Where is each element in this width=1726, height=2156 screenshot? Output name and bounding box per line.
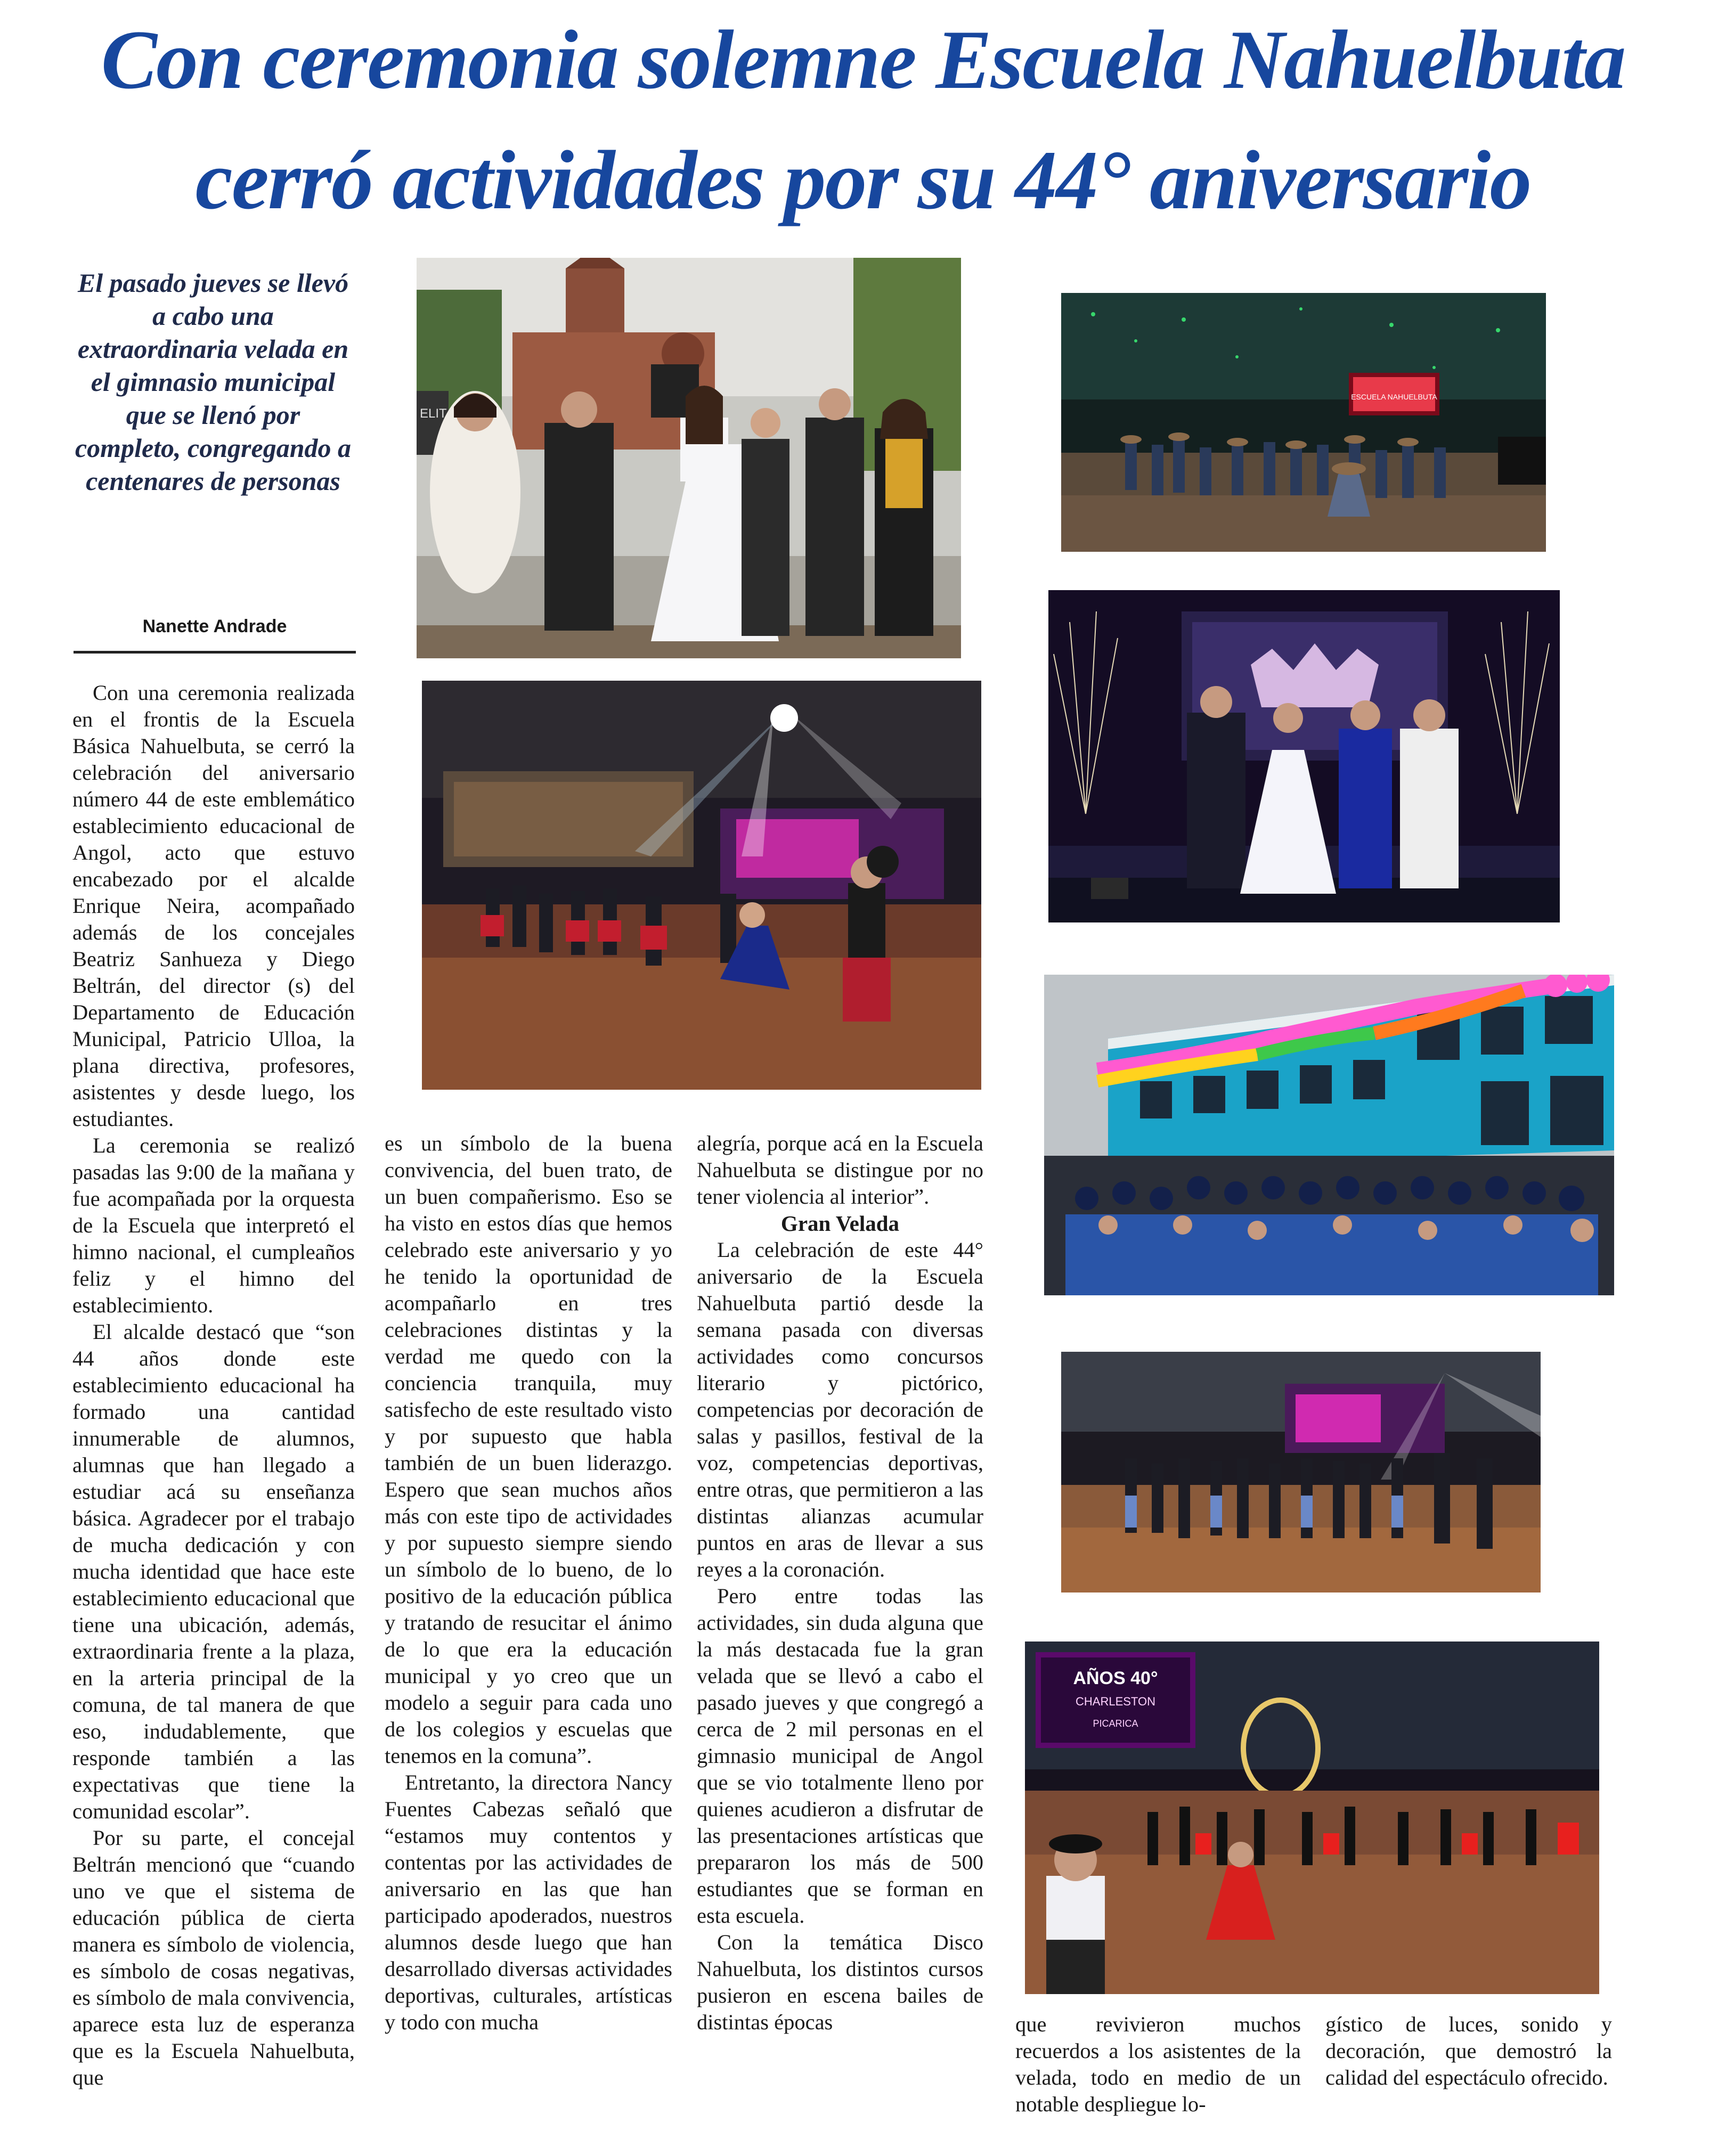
screen-subtitle: CHARLESTON	[1076, 1695, 1155, 1708]
screen-caption: PICARICA	[1093, 1718, 1138, 1729]
paragraph: La ceremonia se realizó pasadas las 9:00 de la mañana y fue acompañada por la orquesta de la Escuela que interpretó el himno nacional, el cumpleaños feliz y el himno del establecimiento.	[72, 1133, 355, 1317]
paragraph: El alcalde destacó que “son 44 años donde este establecimiento educacional ha formado una cantidad innumerable de alumnos, alumnas que han llegado a estudiar acá su enseñanza básica. Agradecer por el trabajo de mucha dedicación y con mucha identidad que hace este establecimiento educacional que tiene una ubicación, además, extraordinaria frente a la plaza, en la arteria principal de la comuna, de tal manera de que eso, indudablemente, que responde también a las expectativas que tiene la comunidad escolar”.	[72, 1320, 355, 1823]
headline-line-2: cerró actividades por su 44° aniversario	[195, 134, 1531, 227]
photo-outdoor-group	[417, 258, 961, 658]
lead-summary: El pasado jueves se llevó a cabo una extraordinaria velada en el gimnasio municipal que se llenó por completo, congregando a centenares de personas	[75, 268, 352, 496]
article-column-3	[697, 1130, 983, 2036]
banner-text: ESCUELA NAHUELBUTA	[1351, 393, 1437, 401]
paragraph: que revivieron muchos recuerdos a los asistentes de la velada, todo en medio de un notable despliegue lo-	[1015, 2012, 1301, 2116]
paragraph: Pero entre todas las actividades, sin duda alguna que la más destacada fue la gran velada que se llevó a cabo el pasado jueves y que congregó a cerca de 2 mil personas en el gimnasio municipal de Angol que se vio totalmente lleno por quienes acudieron a disfrutar de las presentaciones artísticas que prepararon los más de 500 estudiantes que se forman en esta escuela.	[697, 1584, 983, 1928]
paragraph: Entretanto, la directora Nancy Fuentes Cabezas señaló que “estamos muy contentos y contentas por las actividades de aniversario en las que han participado apoderados, nuestros alumnos desde luego que han desarrollado diversas actividades deportivas, culturales, artísticas y todo con mucha	[385, 1770, 672, 2034]
wall-sign-text: ELIT	[420, 406, 447, 421]
paragraph: gístico de luces, sonido y decoración, que demostró la calidad del espectáculo ofrecido.	[1325, 2012, 1612, 2089]
photo-coronation	[1048, 590, 1560, 922]
paragraph: Con una ceremonia realizada en el frontis de la Escuela Básica Nahuelbuta, se cerró la celebración del aniversario número 44 de este emblemático establecimiento educacional de Angol, acto que estuvo encabezado por el alcalde Enrique Neira, acompañado además de los concejales Beatriz Sanhueza y Diego Beltrán, del director (s) del Departamento de Educación Municipal, Patricio Ulloa, la plana directiva, profesores, asistentes y desde luego, los estudiantes.	[72, 681, 355, 1131]
paragraph: es un símbolo de la buena convivencia, del buen trato, de un buen compañerismo. Eso se ha visto en estos días que hemos celebrado este aniversario y yo he tenido la oportunidad de acompañarlo en tres celebraciones distintas y la verdad me quedo con la conciencia tranquila, muy satisfecho de este resultado visto y por supuesto que habla también de un buen liderazgo. Espero que sean muchos años más con este tipo de actividades y por supuesto siempre siendo un símbolo de lo bueno, de lo positivo de la educación pública y tratando de resucitar el ánimo de lo que era la educación municipal y yo creo que un modelo a seguir para cada uno de los colegios y escuelas que tenemos en la comuna”.	[385, 1131, 672, 1768]
article-column-1	[72, 680, 355, 2091]
paragraph: Con la temática Disco Nahuelbuta, los distintos cursos pusieron en escena bailes de distintas épocas	[697, 1930, 983, 2034]
screen-title: AÑOS 40°	[1073, 1668, 1158, 1688]
paragraph: Por su parte, el concejal Beltrán mencionó que “cuando uno ve que el sistema de educación pública de cierta manera es símbolo de violencia, es símbolo de cosas negativas, es símbolo de mala convivencia, aparece esta luz de esperanza que es la Escuela Nahuelbuta, que	[72, 1826, 355, 2089]
paragraph: La celebración de este 44° aniversario de la Escuela Nahuelbuta partió desde la semana pasada con diversas actividades como concursos literario y pictórico, competencias por decoración de salas y pasillos, festival de la voz, competencias deportivas, entre otras, que permitieron a las distintas alianzas acumular puntos en aras de llevar a sus reyes a la coronación.	[697, 1238, 983, 1581]
article-column-4	[1015, 2011, 1301, 2118]
headline-line-1: Con ceremonia solemne Escuela Nahuelbuta	[101, 13, 1625, 107]
paragraph: alegría, porque acá en la Escuela Nahuelbuta se distingue por no tener violencia al interior”.	[697, 1131, 983, 1208]
photo-charleston-show	[1025, 1642, 1599, 1994]
article-column-5	[1325, 2011, 1612, 2091]
article-column-2	[385, 1130, 672, 2036]
photo-stage-cowboys	[1061, 293, 1546, 552]
photo-school-balloons	[1044, 975, 1614, 1295]
photo-dancers-floor	[1061, 1352, 1541, 1592]
photo-gym-dance	[422, 681, 981, 1090]
subheading: Gran Velada	[780, 1211, 900, 1236]
byline-author: Nanette Andrade	[74, 614, 356, 654]
